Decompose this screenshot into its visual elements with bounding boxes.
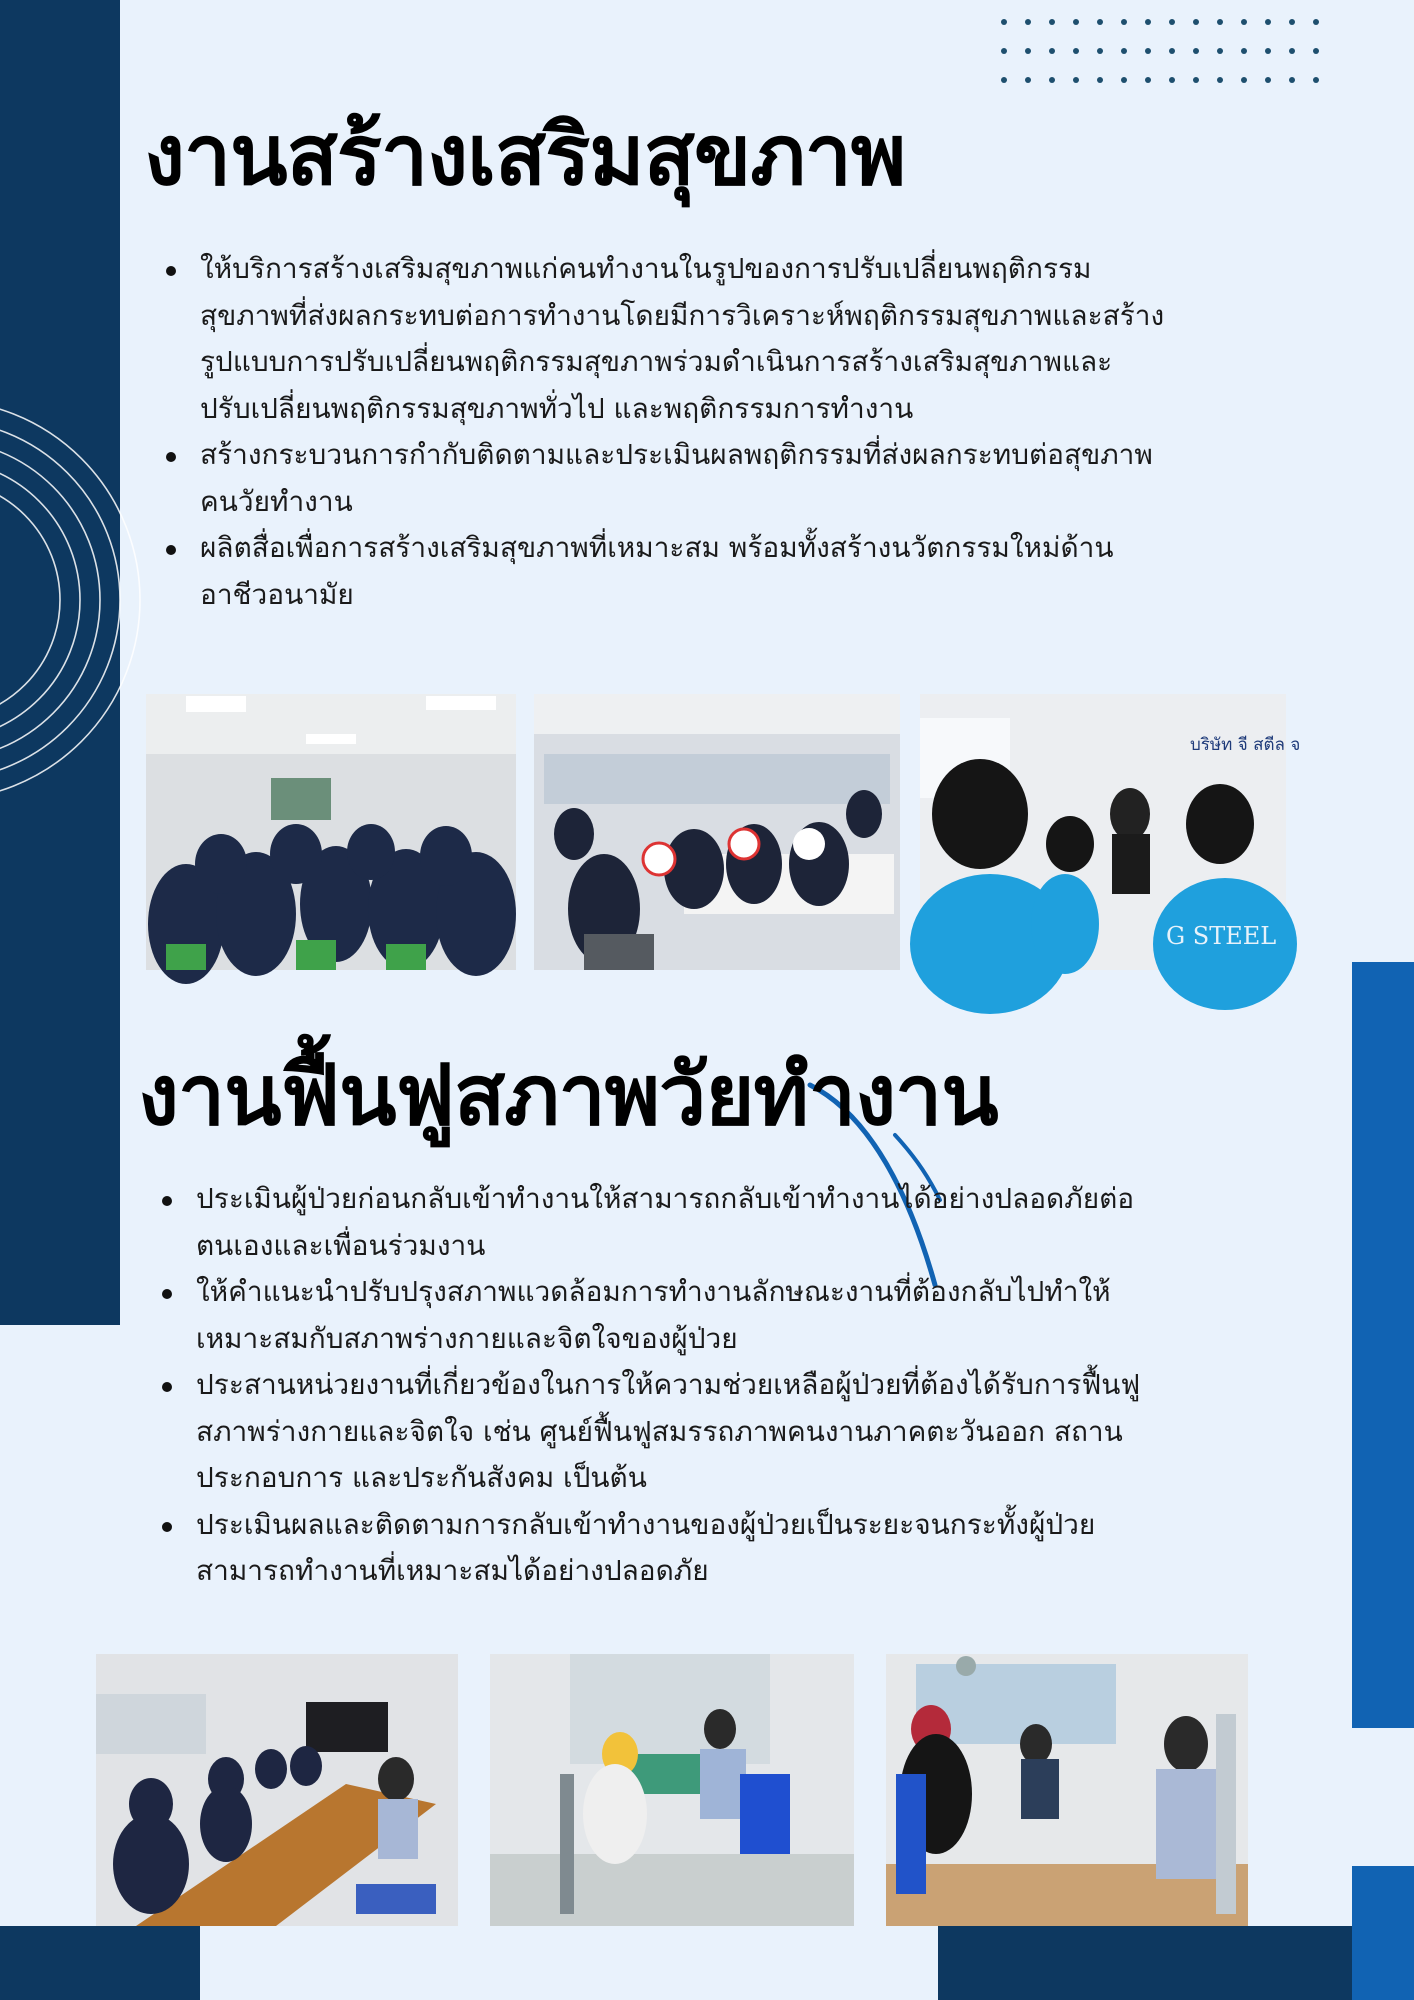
health-promotion-list [144,246,1344,618]
shirt-text: G STEEL [1166,922,1277,950]
dot [1193,19,1199,25]
dot [1169,19,1175,25]
right-blue-bar [1352,962,1414,1728]
dot [1025,77,1031,83]
right-blue-bar-bottom [1352,1866,1414,2000]
dot [1145,77,1151,83]
health-promotion-photo-3 [920,694,1301,970]
bullet-line: ตนเองและเพื่อนร่วมงาน [196,1228,486,1262]
dot [1169,48,1175,54]
dot [1265,77,1271,83]
dot [1001,19,1007,25]
health-promotion-photo-1 [146,694,516,970]
dot [1217,19,1223,25]
dot [1073,19,1079,25]
dot [1145,19,1151,25]
list-item [140,1269,1340,1362]
list-item [140,1176,1340,1269]
bullet-line: คนวัยทำงาน [200,484,353,518]
dot [1289,77,1295,83]
bullet-line: ประกอบการ และประกันสังคม เป็นต้น [196,1461,647,1494]
list-item [140,1362,1340,1502]
bullet-line: เหมาะสมกับสภาพร่างกายและจิตใจของผู้ป่วย [196,1321,738,1355]
bullet-line: สร้างกระบวนการกำกับติดตามและประเมินผลพฤติกรรมที่ส่งผลกระทบต่อสุขภาพ [200,438,1153,471]
company-sign-text: บริษัท จี สตีล จ [1190,735,1301,755]
list-item [144,432,1344,525]
dot [1049,19,1055,25]
bullet-line: รูปแบบการปรับเปลี่ยนพฤติกรรมสุขภาพร่วมดำเนินการสร้างเสริมสุขภาพและ [200,345,1113,378]
dot-grid-decoration [998,14,1328,94]
dot [1241,77,1247,83]
dot [1001,48,1007,54]
bullet-line: สภาพร่างกายและจิตใจ เช่น ศูนย์ฟื้นฟูสมรรถภาพคนงานภาคตะวันออก สถาน [196,1414,1123,1448]
bullet-line: ประเมินผลและติดตามการกลับเข้าทำงานของผู้ป่วยเป็นระยะจนกระทั้งผู้ป่วย [196,1507,1096,1541]
dot [1073,77,1079,83]
work-rehabilitation-heading: งานฟื้นฟูสภาพวัยทำงาน [138,1046,998,1144]
bullet-line: ให้คำแนะนำปรับปรุงสภาพแวดล้อมการทำงานลักษณะงานที่ต้องกลับไปทำให้ [196,1275,1111,1308]
dot [1193,77,1199,83]
dot [1121,48,1127,54]
rehabilitation-photo-3 [886,1654,1248,1926]
dot [1313,19,1319,25]
dot [1265,48,1271,54]
dot [1025,48,1031,54]
work-rehabilitation-list [140,1176,1340,1595]
dot [1289,19,1295,25]
dot [1217,48,1223,54]
dot [1049,77,1055,83]
bottom-left-navy-block [0,1926,200,2000]
dot [1121,19,1127,25]
dot [1097,48,1103,54]
dot [1001,77,1007,83]
dot [1193,48,1199,54]
bullet-line: อาชีวอนามัย [200,577,354,611]
dot [1169,77,1175,83]
dot [1121,77,1127,83]
list-item [144,525,1344,618]
bullet-line: สุขภาพที่ส่งผลกระทบต่อการทำงานโดยมีการวิเคราะห์พฤติกรรมสุขภาพและสร้าง [200,298,1165,332]
concentric-arcs-decoration [0,330,140,870]
dot [1313,48,1319,54]
dot [1313,77,1319,83]
rehabilitation-photo-2 [490,1654,854,1926]
bullet-line: ผลิตสื่อเพื่อการสร้างเสริมสุขภาพที่เหมาะสม พร้อมทั้งสร้างนวัตกรรมใหม่ด้าน [200,531,1114,564]
bullet-line: ประสานหน่วยงานที่เกี่ยวข้องในการให้ความช่วยเหลือผู้ป่วยที่ต้องได้รับการฟื้นฟู [196,1368,1141,1401]
dot [1097,77,1103,83]
bullet-line: สามารถทำงานที่เหมาะสมได้อย่างปลอดภัย [196,1554,709,1587]
dot [1265,19,1271,25]
dot [1097,19,1103,25]
dot [1025,19,1031,25]
dot [1073,48,1079,54]
health-promotion-photo-2 [534,694,900,970]
health-promotion-heading: งานสร้างเสริมสุขภาพ [144,106,906,204]
rehabilitation-photo-1 [96,1654,458,1926]
dot [1145,48,1151,54]
list-item [144,246,1344,432]
dot [1289,48,1295,54]
dot [1241,48,1247,54]
dot [1217,77,1223,83]
dot [1241,19,1247,25]
bullet-line: ปรับเปลี่ยนพฤติกรรมสุขภาพทั่วไป และพฤติกรรมการทำงาน [200,391,914,425]
list-item [140,1502,1340,1595]
bullet-line: ประเมินผู้ป่วยก่อนกลับเข้าทำงานให้สามารถกลับเข้าทำงานได้อย่างปลอดภัยต่อ [196,1182,1135,1215]
dot [1049,48,1055,54]
bottom-right-navy-block [938,1926,1352,2000]
bullet-line: ให้บริการสร้างเสริมสุขภาพแก่คนทำงานในรูปของการปรับเปลี่ยนพฤติกรรม [200,252,1092,285]
